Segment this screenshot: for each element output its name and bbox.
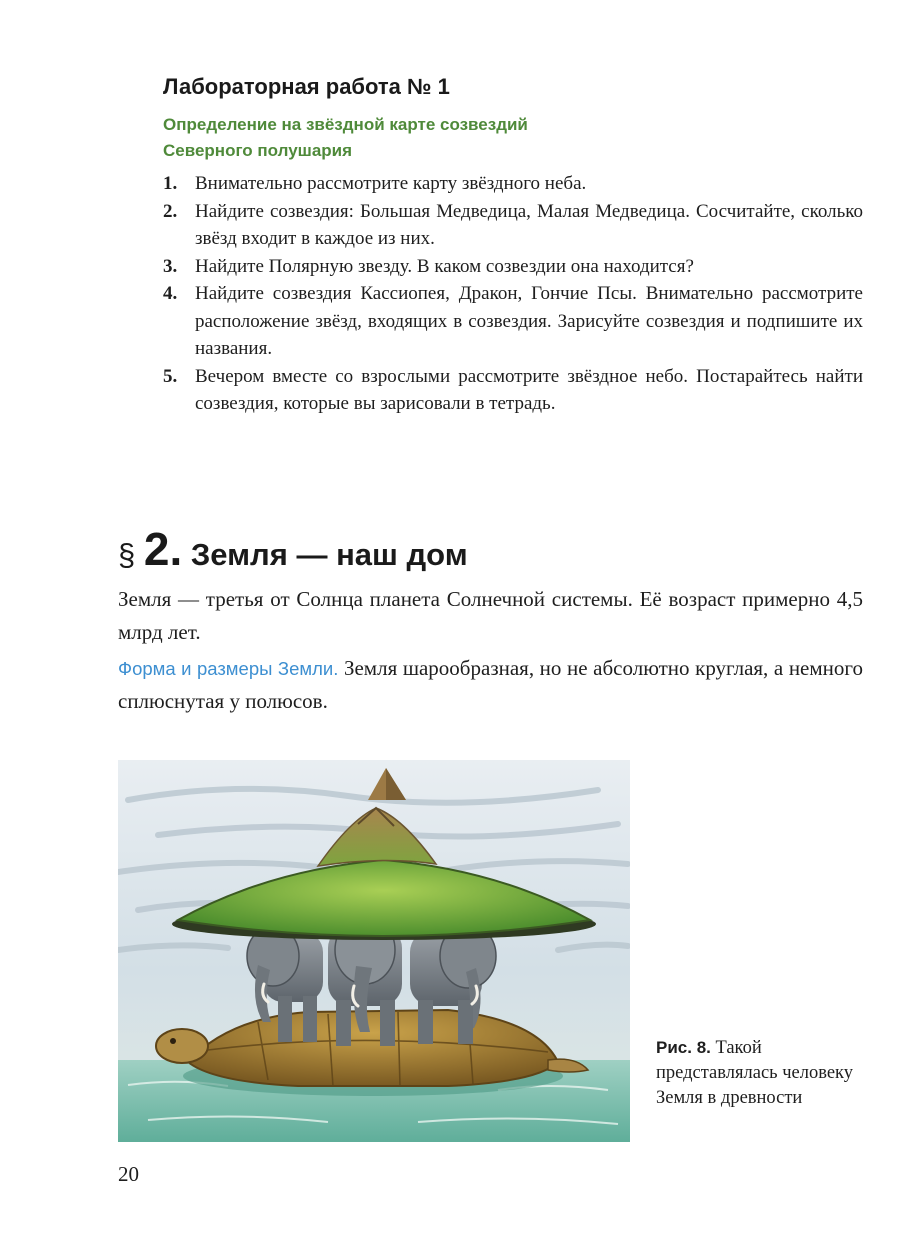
section-heading: [118, 522, 468, 576]
shape-heading: Форма и размеры Земли.: [118, 658, 339, 679]
figure-label: Рис. 8.: [656, 1038, 711, 1057]
illustration-svg: [118, 760, 630, 1142]
lab-step: [163, 363, 863, 418]
ancient-earth-illustration: [118, 760, 630, 1142]
lab-step-number: 5.: [163, 365, 178, 387]
lab-step-text: Внимательно рассмотрите карту звёздного неба.: [195, 173, 587, 194]
lab-step-text: Найдите созвездия Кассиопея, Дракон, Гончие Псы. Внимательно рассмотрите расположение звёзд, входящих в созвездия. Зарисуйте созвездия и подпишите их названия.: [195, 283, 863, 359]
lab-subtitle-line-1: Определение на звёздной карте созвездий: [163, 115, 528, 134]
section-number: 2.: [143, 523, 183, 575]
lab-step-number: 3.: [163, 255, 178, 277]
shape-text: Земля шарообразная, но не абсолютно круглая, а немного сплюснутая у полюсов.: [118, 656, 863, 713]
section-title: Земля — наш дом: [190, 537, 468, 572]
page-number: 20: [118, 1162, 139, 1186]
lab-step: [163, 198, 863, 253]
figure-caption-text: Такой представлялась человеку Земля в древности: [656, 1038, 854, 1108]
lab-step-number: 2.: [163, 200, 178, 222]
lab-step-number: 1.: [163, 173, 178, 194]
lab-step: [163, 280, 863, 363]
lab-title: Лабораторная работа № 1: [163, 74, 450, 99]
lab-step-text: Найдите созвездия: Большая Медведица, Малая Медведица. Сосчитайте, сколько звёзд входит в каждое из них.: [195, 200, 863, 249]
figure-caption: [656, 1035, 856, 1111]
lab-step-text: Найдите Полярную звезду. В каком созвездии она находится?: [195, 255, 694, 277]
intro-paragraph: Земля — третья от Солнца планета Солнечной системы. Её возраст примерно 4,5 млрд лет.: [118, 587, 863, 644]
lab-step-text: Вечером вместе со взрослыми рассмотрите звёздное небо. Постарайтесь найти созвездия, которые вы зарисовали в тетрадь.: [195, 365, 863, 414]
lab-step: [163, 253, 863, 281]
lab-subtitle: [163, 112, 723, 164]
section-sign: §: [118, 537, 136, 572]
lab-subtitle-line-2: Северного полушария: [163, 141, 353, 160]
shape-paragraph: [118, 652, 863, 718]
lab-step-number: 4.: [163, 283, 178, 304]
lab-step: [163, 170, 863, 198]
lab-steps-list: [163, 170, 863, 418]
